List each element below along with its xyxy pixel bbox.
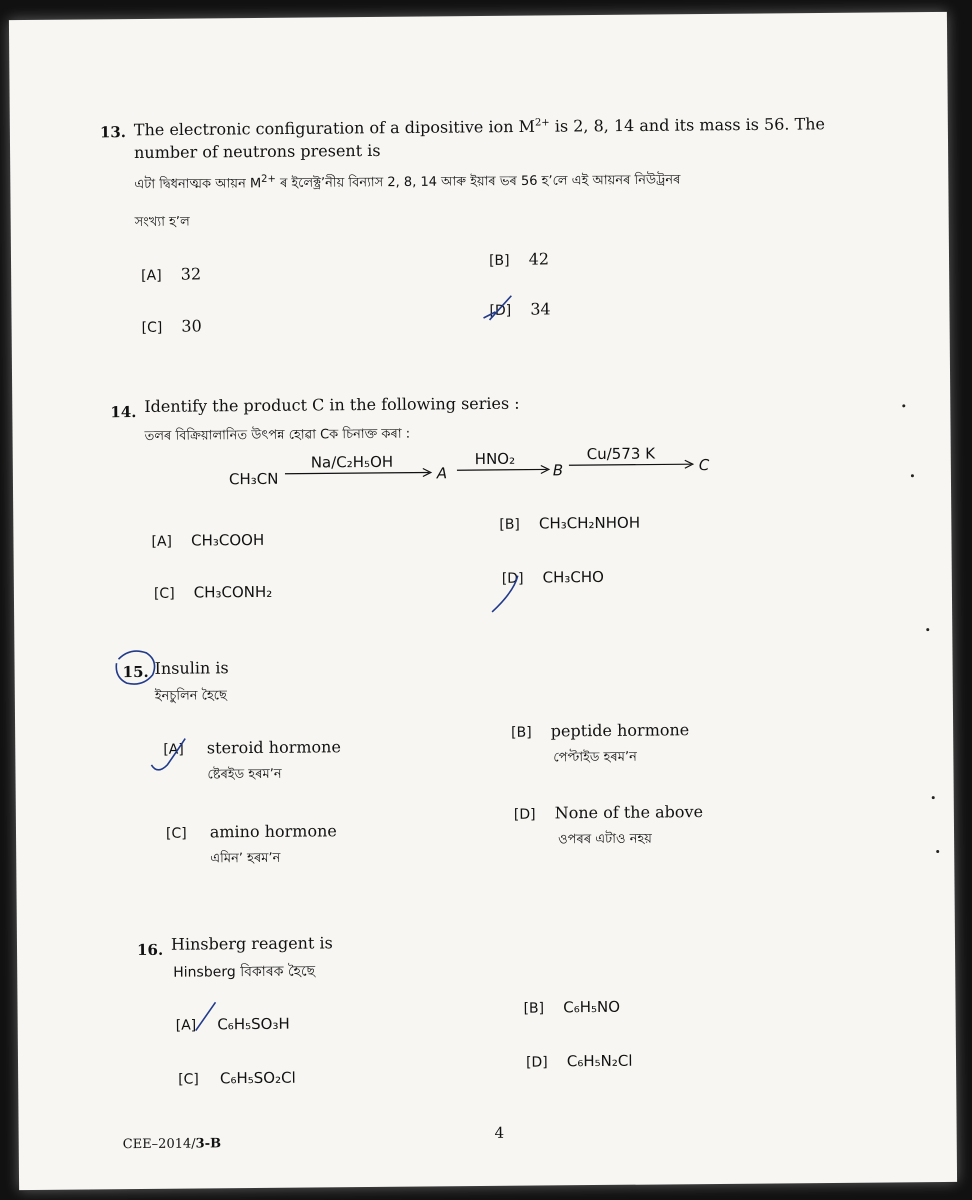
q15-option-a-bengali: ষ্টেৰইড হৰম’ন bbox=[207, 766, 282, 783]
q13-option-a[interactable]: [A] 32 bbox=[141, 264, 202, 284]
stray-speck bbox=[902, 404, 905, 407]
q14-option-d[interactable]: [D] CH₃CHO bbox=[501, 567, 605, 587]
q15-option-b[interactable]: [B] peptide hormone পেপ্টাইড হৰম’ন bbox=[511, 720, 690, 770]
q15-option-c[interactable]: [C] amino hormone এমিন’ হৰম’ন bbox=[166, 821, 337, 870]
q16-number: 16. bbox=[136, 940, 164, 960]
reaction-arrow-3 bbox=[569, 458, 697, 471]
exam-code: CEE–2014/3-B bbox=[122, 1136, 222, 1153]
reaction-reactant: CH₃CN bbox=[228, 469, 279, 489]
q13-option-c[interactable]: [C] 30 bbox=[141, 316, 202, 336]
q14-option-b[interactable]: [B] CH₃CH₂NHOH bbox=[499, 513, 641, 533]
q14-option-a[interactable]: [A] CH₃COOH bbox=[151, 530, 265, 550]
reaction-product-c: C bbox=[698, 456, 710, 475]
exam-page bbox=[9, 12, 957, 1190]
stray-speck bbox=[926, 628, 929, 631]
q14-text: Identify the product C in the following series : bbox=[144, 393, 520, 416]
q13-option-d[interactable]: [D] 34 bbox=[489, 299, 551, 319]
reaction-product-a: A bbox=[436, 464, 448, 483]
q15-pen-tick-mark bbox=[147, 735, 195, 777]
reaction-product-b: B bbox=[552, 461, 564, 480]
q15-text: Insulin is bbox=[154, 658, 229, 678]
q16-option-d[interactable]: [D] C₆H₅N₂Cl bbox=[525, 1051, 633, 1071]
reaction-arrow-2 bbox=[457, 463, 553, 476]
q13-pen-tick-mark bbox=[481, 290, 521, 326]
q14-bengali: তলৰ বিক্ৰিয়ালানিত উৎপন্ন হোৱা Cক চিনাক্ত কৰা : bbox=[144, 426, 411, 444]
q15-option-a[interactable]: [A] steroid hormone ষ্টেৰইড হৰম’ন bbox=[163, 737, 341, 787]
reaction-reagent-2: HNO₂ bbox=[474, 449, 516, 469]
q13-number: 13. bbox=[99, 123, 127, 142]
q14-pen-tick-mark bbox=[488, 562, 528, 618]
stray-speck bbox=[936, 850, 939, 853]
reaction-reagent-3: Cu/573 K bbox=[586, 444, 656, 464]
q15-option-d-bengali: ওপৰৰ এটাও নহয় bbox=[558, 831, 653, 848]
stray-speck bbox=[932, 796, 935, 799]
q16-option-b[interactable]: [B] C₆H₅NO bbox=[523, 997, 621, 1017]
q16-pen-tick-mark bbox=[191, 998, 221, 1034]
q13-bengali-line2: সংখ্যা হ’ল bbox=[134, 214, 190, 231]
q14-option-c[interactable]: [C] CH₃CONH₂ bbox=[153, 582, 273, 602]
q13-text-line2: number of neutrons present is bbox=[133, 140, 381, 163]
q15-option-b-bengali: পেপ্টাইড হৰম’ন bbox=[553, 749, 637, 766]
q15-option-d[interactable]: [D] None of the above ওপৰৰ এটাও নহয় bbox=[514, 802, 704, 852]
q15-option-c-bengali: এমিন’ হৰম’ন bbox=[210, 850, 281, 867]
q13-option-b[interactable]: [B] 42 bbox=[488, 249, 550, 269]
q14-number: 14. bbox=[110, 403, 137, 422]
q16-bengali: Hinsberg বিকাৰক হৈছে bbox=[173, 963, 316, 981]
reaction-arrow-1 bbox=[285, 466, 435, 479]
q16-text: Hinsberg reagent is bbox=[170, 933, 333, 954]
reaction-reagent-1: Na/C₂H₅OH bbox=[310, 452, 394, 472]
stray-speck bbox=[911, 474, 914, 477]
q15-number: 15. bbox=[122, 662, 149, 682]
q15-bengali: ইনচুলিন হৈছে bbox=[154, 688, 227, 704]
q13-text-line1: The electronic configuration of a dipositive ion $M^{2+}$ is 2, 8, 14 and its mass is 56. The bbox=[133, 114, 826, 140]
q16-option-c[interactable]: [C] C₆H₅SO₂Cl bbox=[178, 1068, 296, 1088]
q13-bengali-line1: এটা দ্বিধনাত্মক আয়ন $M^{2+}$ ৰ ইলেক্ট্ৰ’নীয় বিন্যাস 2, 8, 14 আৰু ইয়াৰ ভৰ 56 হ’লে এই আয়নৰ নিউট্ৰনৰ bbox=[134, 172, 681, 193]
page-number: 4 bbox=[494, 1123, 505, 1142]
q16-option-a[interactable]: [A] C₆H₅SO₃H bbox=[175, 1014, 290, 1034]
